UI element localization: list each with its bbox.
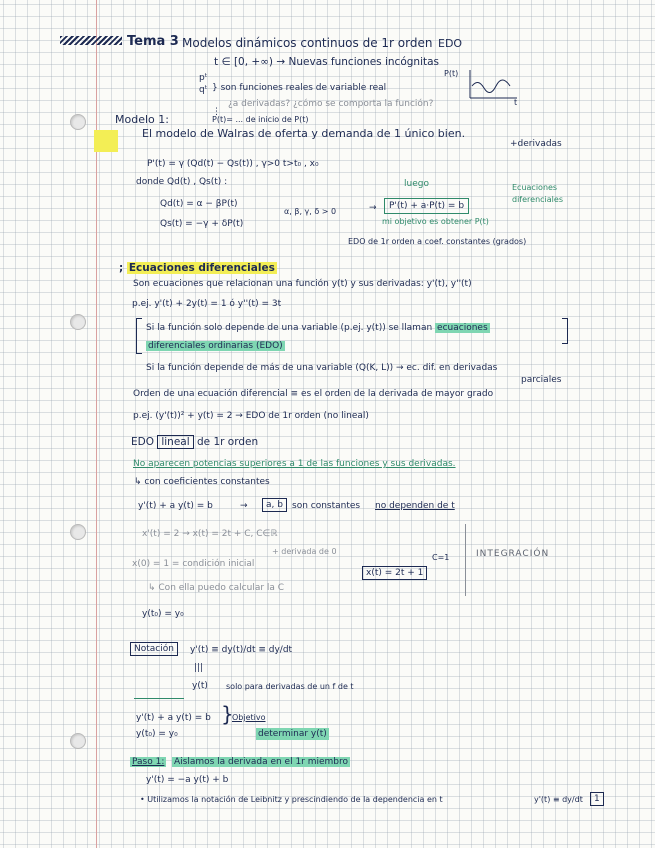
modelo1-params: α, β, γ, δ > 0 bbox=[284, 207, 337, 216]
objetivo-note: mi objetivo es obtener P(t) bbox=[382, 217, 489, 226]
orden-definition: Orden de una ecuación diferencial ≡ es el orden de la derivada de mayor grado bbox=[133, 389, 494, 399]
nodependen-text: no dependen de t bbox=[375, 501, 455, 511]
yt-label: y(t) bbox=[192, 681, 208, 691]
c-value: C=1 bbox=[432, 553, 450, 562]
ecuaciones-diferenciales-note: Ecuaciones diferenciales bbox=[512, 183, 563, 204]
sistema-eq1: y'(t) + a y(t) = b bbox=[136, 713, 211, 723]
graph-label: P(t) bbox=[444, 69, 459, 78]
objetivo-label: Objetivo bbox=[232, 713, 266, 722]
modelo1-eq4: Qs(t) = −γ + δP(t) bbox=[160, 219, 244, 229]
modelo1-label: Modelo 1: bbox=[115, 113, 169, 126]
ejemplo-x1: x'(t) = 2 → x(t) = 2t + C, C∈ℝ bbox=[142, 529, 278, 539]
edo-coef-note: EDO de 1r orden a coef. constantes (grados) bbox=[348, 237, 527, 246]
modelo1-eq1: P'(t) = γ (Qd(t) − Qs(t)) , γ>0 t>t₀ , x₀ bbox=[147, 159, 319, 169]
punch-hole bbox=[70, 114, 86, 130]
edo-lineal-condicion: No aparecen potencias superiores a 1 de las funciones y sus derivadas. bbox=[133, 459, 456, 469]
ordinarias-def: diferenciales ordinarias (EDO) bbox=[148, 341, 283, 351]
equivalence-marks: ||| bbox=[194, 663, 204, 673]
walras-boxed-equation: P'(t) + a·P(t) = b bbox=[384, 198, 469, 214]
paso1-equation: y'(t) = −a y(t) + b bbox=[146, 775, 229, 785]
ecuaciones-ejemplo: p.ej. y'(t) + 2y(t) = 1 ó y''(t) = 3t bbox=[132, 299, 282, 309]
divider bbox=[465, 524, 466, 596]
bracket bbox=[136, 318, 142, 354]
ab-box: a, b bbox=[262, 498, 287, 512]
calcular-c-note: ↳ Con ella puedo calcular la C bbox=[148, 583, 285, 593]
ordinarias-text: Si la función solo depende de una variable (p.ej. y(t)) se llaman ecuaciones bbox=[146, 323, 488, 333]
pregunta-text: ¿a derivadas? ¿cómo se comporta la función? bbox=[228, 99, 434, 109]
notacion-note: solo para derivadas de un f de t bbox=[226, 682, 354, 691]
leibniz-text: • Utilizamos la notación de Leibnitz y prescindiendo de la dependencia en t bbox=[140, 795, 443, 804]
price-graph-icon bbox=[462, 68, 522, 106]
punch-hole bbox=[70, 733, 86, 749]
derivadas-note: +derivadas bbox=[510, 139, 562, 149]
paso1-text: Aislamos la derivada en el 1r miembro bbox=[174, 757, 349, 767]
luego-label: luego bbox=[404, 179, 429, 189]
margin-line bbox=[96, 0, 97, 848]
dots: ⋮ bbox=[212, 107, 221, 117]
orden-ejemplo: p.ej. (y'(t))² + y(t) = 2 → EDO de 1r orden (no lineal) bbox=[133, 411, 369, 421]
edo-lineal-heading: EDO lineal de 1r orden bbox=[131, 436, 259, 448]
brace-icon: } bbox=[221, 702, 234, 726]
sistema-eq2: y(t₀) = y₀ bbox=[136, 729, 178, 739]
derivada-cero-note: + derivada de 0 bbox=[272, 547, 337, 556]
condicion-inicial: x(0) = 1 = condición inicial bbox=[132, 559, 255, 569]
determinar-text: determinar y(t) bbox=[258, 729, 327, 739]
y0-condition: y(t₀) = y₀ bbox=[142, 609, 184, 619]
pt-label: pᵗ bbox=[199, 73, 208, 83]
paso1-label: Paso 1: bbox=[132, 757, 165, 767]
page-title: Modelos dinámicos continuos de 1r orden bbox=[182, 36, 433, 50]
punch-hole bbox=[70, 524, 86, 540]
qt-label: qᵗ bbox=[199, 85, 208, 95]
tema-label: Tema 3 bbox=[127, 34, 179, 49]
bracket bbox=[562, 318, 568, 344]
modelo1-eq3: Qd(t) = α − βP(t) bbox=[160, 199, 238, 209]
integracion-label: INTEGRACIÓN bbox=[476, 549, 550, 559]
edo-tag: EDO bbox=[438, 37, 463, 50]
edo-lineal-equation: y'(t) + a y(t) = b bbox=[138, 501, 213, 511]
solucion-box: x(t) = 2t + 1 bbox=[362, 566, 427, 580]
modelo1-eq2: donde Qd(t) , Qs(t) : bbox=[136, 177, 228, 187]
constantes-text: son constantes bbox=[292, 501, 361, 511]
highlight-mark bbox=[94, 130, 118, 152]
coeficientes-text: ↳ con coeficientes constantes bbox=[134, 477, 270, 487]
domain-line: t ∈ [0, +∞) → Nuevas funciones incógnitas bbox=[214, 56, 440, 68]
arrow-icon: → bbox=[369, 203, 377, 213]
punto-inicio-text: P(t)= ... de inicio de P(t) bbox=[212, 115, 309, 124]
page-number-box: 1 bbox=[590, 792, 604, 806]
punch-hole bbox=[70, 314, 86, 330]
ecuaciones-def: Son ecuaciones que relacionan una función y(t) y sus derivadas: y'(t), y''(t) bbox=[133, 279, 472, 289]
notacion-equation: y'(t) ≡ dy(t)/dt ≡ dy/dt bbox=[190, 645, 293, 655]
ecuaciones-heading: ; Ecuaciones diferenciales bbox=[119, 262, 275, 274]
title-hatch-decoration bbox=[60, 36, 122, 45]
graph-axis-label: t bbox=[514, 98, 518, 107]
parciales-text: Si la función depende de más de una variable (Q(K, L)) → ec. dif. en derivadas bbox=[146, 363, 498, 373]
funciones-text: } son funciones reales de variable real bbox=[212, 83, 387, 93]
leibniz-fraction: y'(t) ≡ dy/dt bbox=[534, 795, 583, 804]
notacion-label: Notación bbox=[130, 642, 178, 656]
parciales-word: parciales bbox=[521, 375, 562, 385]
arrow-icon: → bbox=[240, 501, 248, 511]
modelo1-desc: El modelo de Walras de oferta y demanda de 1 único bien. bbox=[142, 127, 466, 140]
divider bbox=[134, 698, 184, 699]
